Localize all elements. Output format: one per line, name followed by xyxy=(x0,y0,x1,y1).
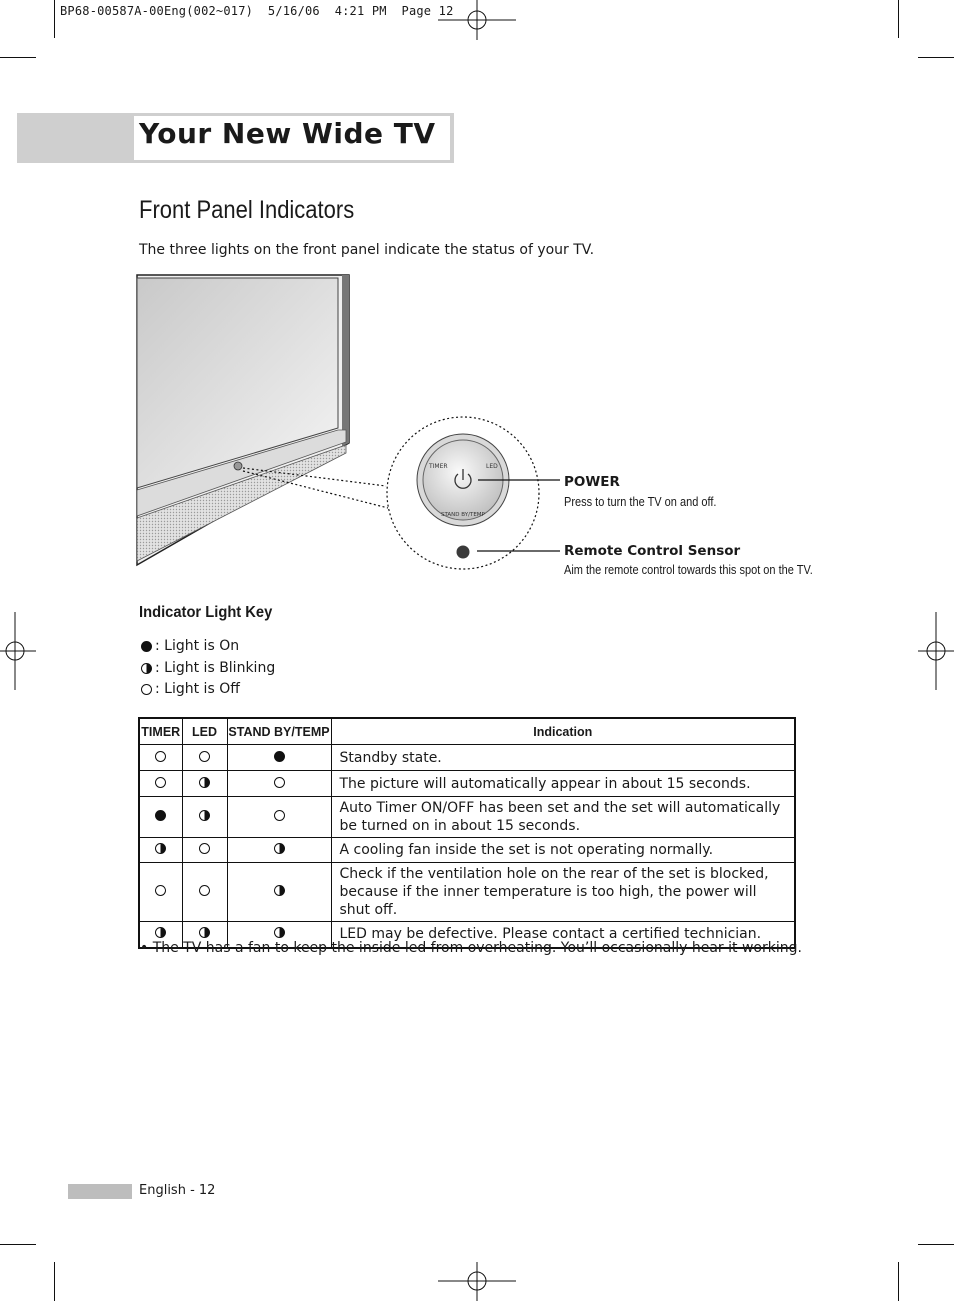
indication-cell: Standby state. xyxy=(331,745,795,771)
footer-bar xyxy=(68,1184,132,1199)
key-title: Indicator Light Key xyxy=(139,604,273,621)
table-row xyxy=(139,771,795,797)
key-item xyxy=(141,660,275,676)
table-header-row xyxy=(139,718,795,745)
standby-cell xyxy=(227,838,331,863)
key-item xyxy=(141,681,240,697)
indication-cell: A cooling fan inside the set is not operating normally. xyxy=(331,838,795,863)
key-label: : Light is On xyxy=(155,638,240,654)
remote-sensor-dot xyxy=(457,546,470,559)
light-on-icon xyxy=(141,641,152,652)
light-off-icon xyxy=(274,810,285,821)
panel-standby-label: STAND BY/TEMP xyxy=(441,512,485,518)
light-blinking-icon xyxy=(141,663,152,674)
sensor-callout-desc: Aim the remote control towards this spot on the TV. xyxy=(564,563,813,577)
tv-front-panel-illustration xyxy=(130,268,570,578)
light-off-icon xyxy=(199,751,210,762)
header-indication: Indication xyxy=(331,718,795,745)
light-off-icon xyxy=(199,843,210,854)
intro-text: The three lights on the front panel indicate the status of your TV. xyxy=(139,242,595,258)
light-on-icon xyxy=(155,810,166,821)
power-callout-title: POWER xyxy=(564,474,620,490)
light-off-icon xyxy=(141,684,152,695)
light-blinking-icon xyxy=(155,843,166,854)
timer-cell xyxy=(139,771,182,797)
indication-cell: LED may be defective. Please contact a certified technician. xyxy=(331,922,795,948)
header-standby: STAND BY/TEMP xyxy=(227,718,331,745)
page-number: English - 12 xyxy=(139,1183,216,1198)
light-blinking-icon xyxy=(199,777,210,788)
indication-cell: Auto Timer ON/OFF has been set and the set will automatically be turned on in about 15 seconds. xyxy=(331,797,795,838)
table-row xyxy=(139,797,795,838)
standby-cell xyxy=(227,771,331,797)
chapter-title: Your New Wide TV xyxy=(139,117,436,150)
timer-cell xyxy=(139,838,182,863)
light-off-icon xyxy=(155,777,166,788)
light-off-icon xyxy=(274,777,285,788)
table-row xyxy=(139,745,795,771)
light-blinking-icon xyxy=(274,843,285,854)
light-blinking-icon xyxy=(199,810,210,821)
header-timer: TIMER xyxy=(139,718,182,745)
indication-cell: Check if the ventilation hole on the rear of the set is blocked, because if the inner temperature is too high, the power will shut off. xyxy=(331,863,795,922)
sensor-callout-title: Remote Control Sensor xyxy=(564,543,741,559)
panel-led-label: LED xyxy=(486,463,498,470)
standby-cell xyxy=(227,745,331,771)
led-cell xyxy=(182,745,227,771)
key-label: : Light is Off xyxy=(155,681,240,697)
timer-cell xyxy=(139,797,182,838)
header-led: LED xyxy=(182,718,227,745)
table-row xyxy=(139,838,795,863)
light-off-icon xyxy=(155,885,166,896)
led-cell xyxy=(182,863,227,922)
fan-note: • The TV has a fan to keep the inside led from overheating. You’ll occasionally hear it working. xyxy=(140,940,802,956)
standby-cell xyxy=(227,797,331,838)
timer-cell xyxy=(139,863,182,922)
light-blinking-icon xyxy=(199,927,210,938)
led-cell xyxy=(182,797,227,838)
indicator-table xyxy=(138,717,796,949)
light-blinking-icon xyxy=(274,927,285,938)
light-off-icon xyxy=(199,885,210,896)
standby-cell xyxy=(227,863,331,922)
light-blinking-icon xyxy=(155,927,166,938)
led-cell xyxy=(182,771,227,797)
panel-timer-label: TIMER xyxy=(429,463,448,470)
key-label: : Light is Blinking xyxy=(155,660,276,676)
indication-cell: The picture will automatically appear in about 15 seconds. xyxy=(331,771,795,797)
led-cell xyxy=(182,838,227,863)
power-callout-desc: Press to turn the TV on and off. xyxy=(564,495,717,509)
section-title: Front Panel Indicators xyxy=(139,196,355,224)
table-row xyxy=(139,863,795,922)
timer-cell xyxy=(139,745,182,771)
light-on-icon xyxy=(274,751,285,762)
light-blinking-icon xyxy=(274,885,285,896)
print-slug: BP68-00587A-00Eng(002~017) 5/16/06 4:21 PM Page 12 xyxy=(60,4,454,18)
light-off-icon xyxy=(155,751,166,762)
key-item xyxy=(141,638,239,654)
